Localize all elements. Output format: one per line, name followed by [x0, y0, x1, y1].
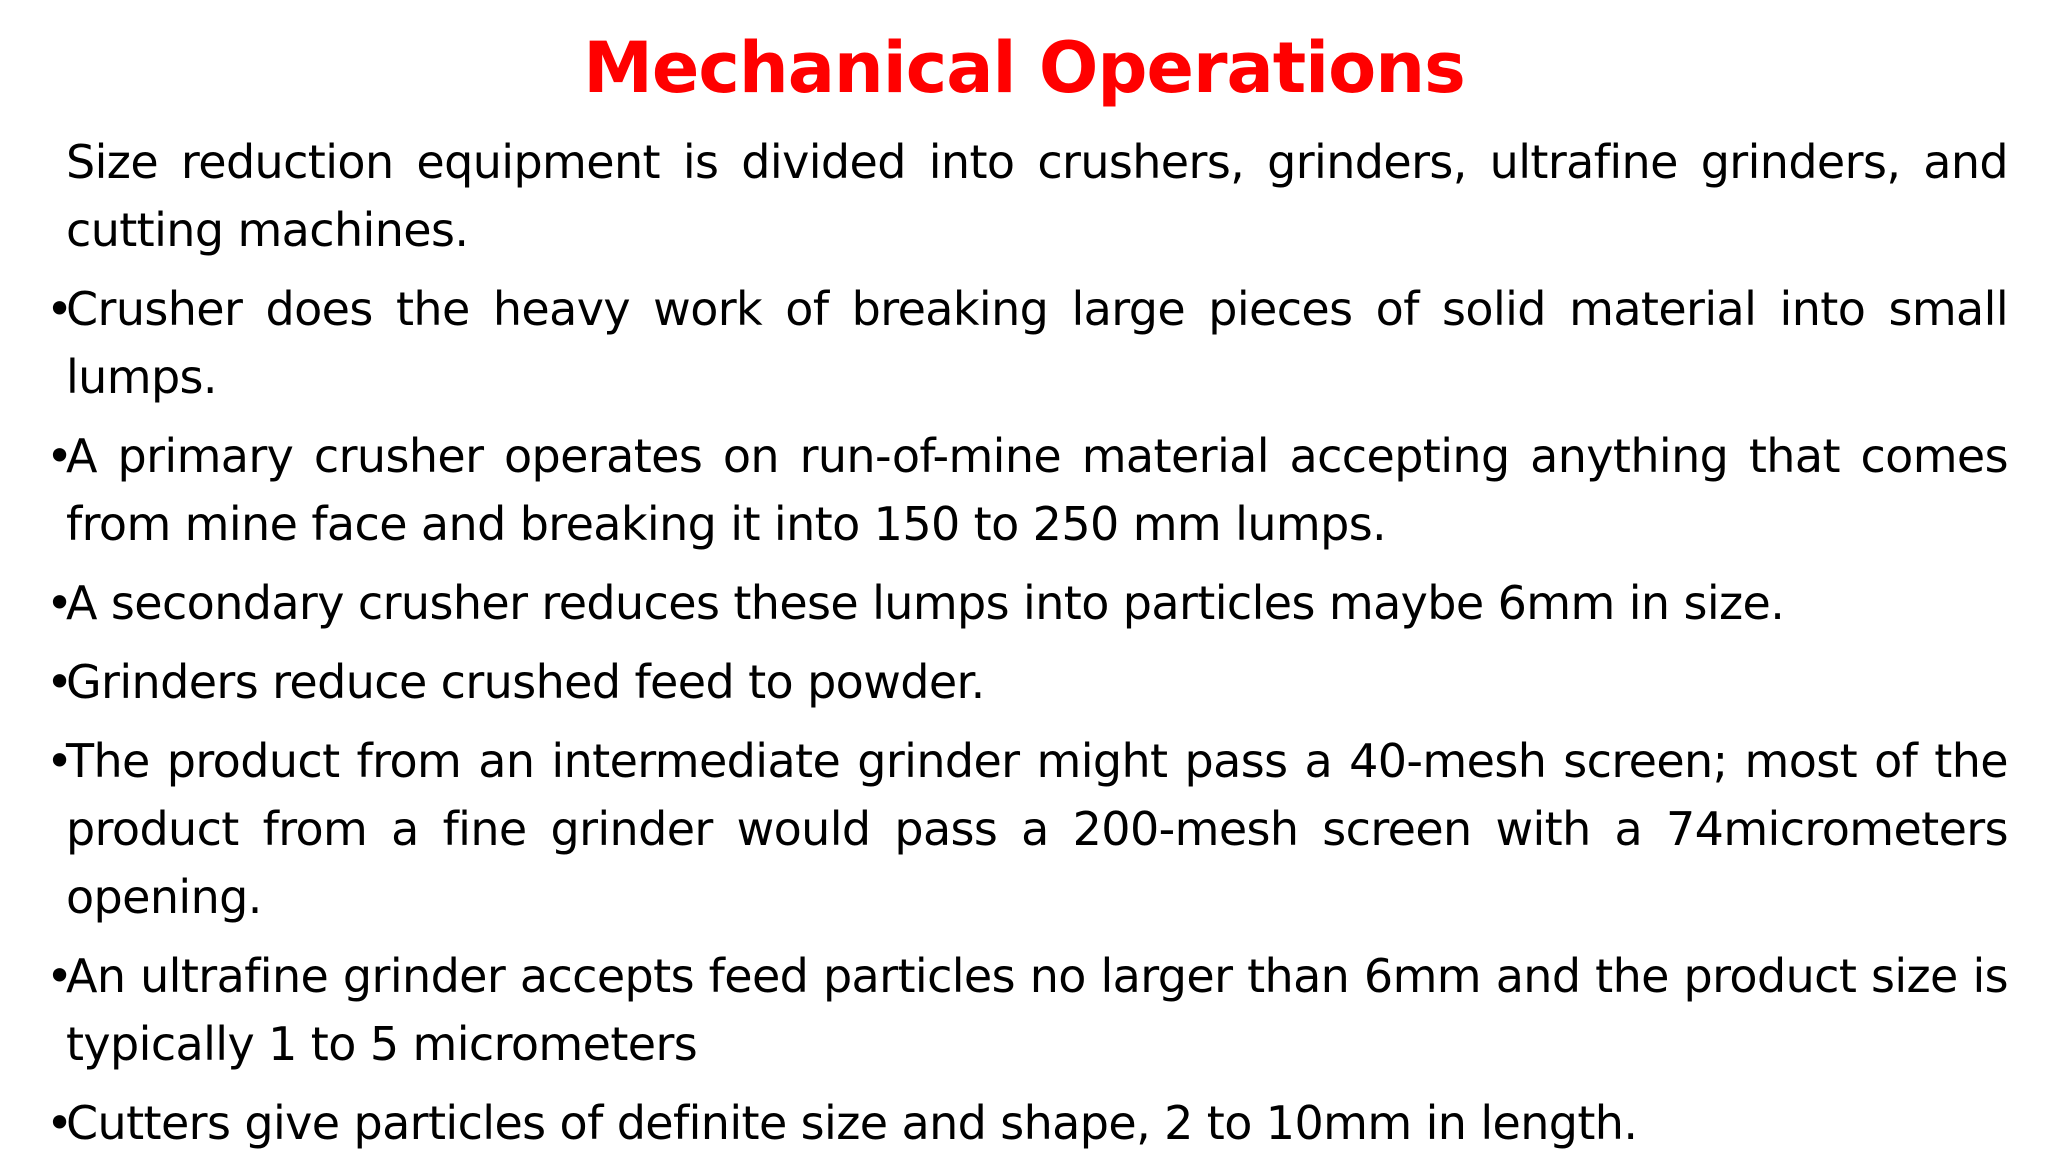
bullet-icon: •	[46, 1096, 73, 1150]
bullet-item	[48, 569, 2008, 637]
intro-paragraph	[48, 128, 2008, 264]
paragraph-text: The product from an intermediate grinder might pass a 40-mesh screen; most of the product from a fine grinder would pass a 200-mesh screen with a 74micrometers opening.	[66, 734, 2008, 924]
bullet-item	[48, 648, 2008, 716]
paragraph-text: Size reduction equipment is divided into crushers, grinders, ultrafine grinders, and cutting machines.	[66, 135, 2008, 257]
paragraph-text: Crusher does the heavy work of breaking large pieces of solid material into small lumps.	[66, 282, 2008, 404]
bullet-icon: •	[46, 655, 73, 709]
bullet-icon: •	[46, 429, 73, 483]
bullet-item	[48, 727, 2008, 931]
paragraph-text: An ultrafine grinder accepts feed particles no larger than 6mm and the product size is typically 1 to 5 micrometers	[66, 949, 2008, 1071]
bullet-icon: •	[46, 949, 73, 1003]
bullet-icon: •	[46, 576, 73, 630]
bullet-item	[48, 1089, 2008, 1157]
bullet-icon: •	[46, 282, 73, 336]
slide-title: Mechanical Operations	[583, 27, 1465, 109]
bullet-icon: •	[46, 734, 73, 788]
paragraph-text: Cutters give particles of definite size and shape, 2 to 10mm in length.	[66, 1096, 1638, 1150]
bullet-item	[48, 275, 2008, 411]
paragraph-text: A primary crusher operates on run-of-mine material accepting anything that comes from mine face and breaking it into 150 to 250 mm lumps.	[66, 429, 2008, 551]
bullet-item	[48, 422, 2008, 558]
bullet-item	[48, 942, 2008, 1078]
paragraph-text: Grinders reduce crushed feed to powder.	[66, 655, 985, 709]
slide-body	[48, 128, 2008, 1168]
paragraph-text: A secondary crusher reduces these lumps into particles maybe 6mm in size.	[66, 576, 1785, 630]
